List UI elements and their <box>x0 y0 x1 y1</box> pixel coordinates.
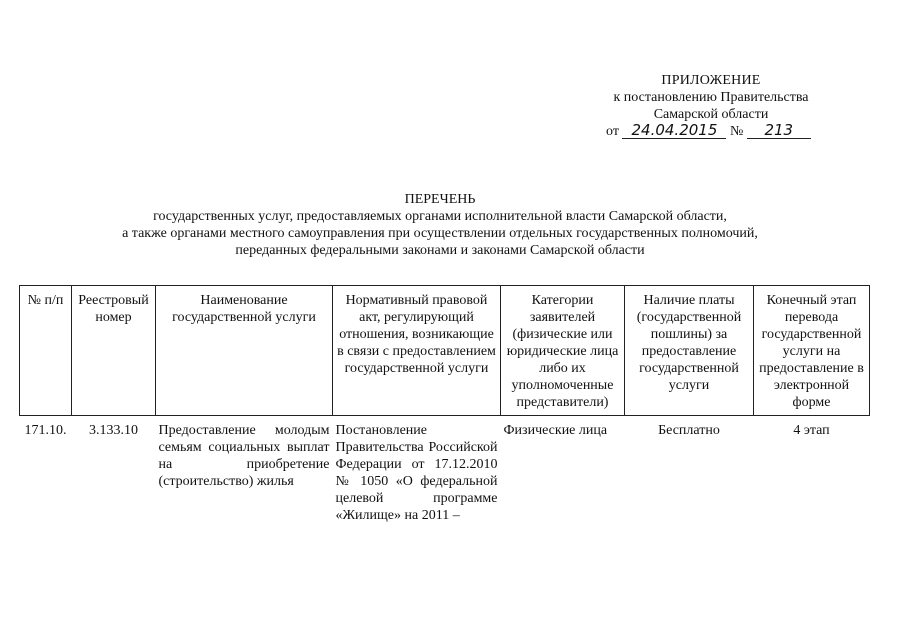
header-service-name: Наименование государственной услуги <box>156 286 333 416</box>
cell-applicants: Физические лица <box>503 423 608 438</box>
header-number: № п/п <box>20 286 72 416</box>
header-legal-act: Нормативный правовой акт, регулирующий отношения, возникающие в связи с предоставлением государственной услуги <box>333 286 501 416</box>
appendix-line-2: Самарской области <box>653 107 769 122</box>
appendix-date-number-line <box>596 123 826 140</box>
handwritten-date: 24.04.2015 <box>622 123 726 139</box>
header-registry: Реестровый номер <box>72 286 156 416</box>
cell-registry: 3.133.10 <box>89 423 138 438</box>
cell-number: 171.10. <box>24 423 67 438</box>
heading-line-3: переданных федеральными законами и законами Самарской области <box>235 243 645 258</box>
header-applicants: Категории заявителей (физические или юридические лица либо их уполномоченные представители) <box>501 286 625 416</box>
table-header-row <box>20 286 870 416</box>
cell-fee: Бесплатно <box>658 423 720 438</box>
services-table <box>19 285 870 524</box>
cell-legal-act: Постановление Правительства Российской Федерации от 17.12.2010 № 1050 «О федеральной целевой программе «Жилище» на 2011 – <box>335 423 498 523</box>
heading-line-2: а также органами местного самоуправления при осуществлении отдельных государственных полномочий, <box>122 226 758 241</box>
heading-title: ПЕРЕЧЕНЬ <box>404 192 476 207</box>
cell-service-name: Предоставление молодым семьям социальных выплат на приобретение (строительство) жилья <box>158 423 330 489</box>
header-final-stage: Конечный этап перевода государственной услуги на предоставление в электронной форме <box>754 286 870 416</box>
from-label: от <box>606 124 619 139</box>
appendix-title: ПРИЛОЖЕНИЕ <box>661 73 761 88</box>
heading-line-1: государственных услуг, предоставляемых органами исполнительной власти Самарской области, <box>153 209 727 224</box>
header-fee: Наличие платы (государственной пошлины) за предоставление государственной услуги <box>625 286 754 416</box>
document-heading <box>40 191 840 259</box>
table-row <box>20 416 870 525</box>
number-label: № <box>729 124 744 139</box>
appendix-line-1: к постановлению Правительства <box>613 90 809 105</box>
appendix-block <box>596 72 826 140</box>
handwritten-number: 213 <box>747 123 811 139</box>
cell-final-stage: 4 этап <box>793 423 830 438</box>
